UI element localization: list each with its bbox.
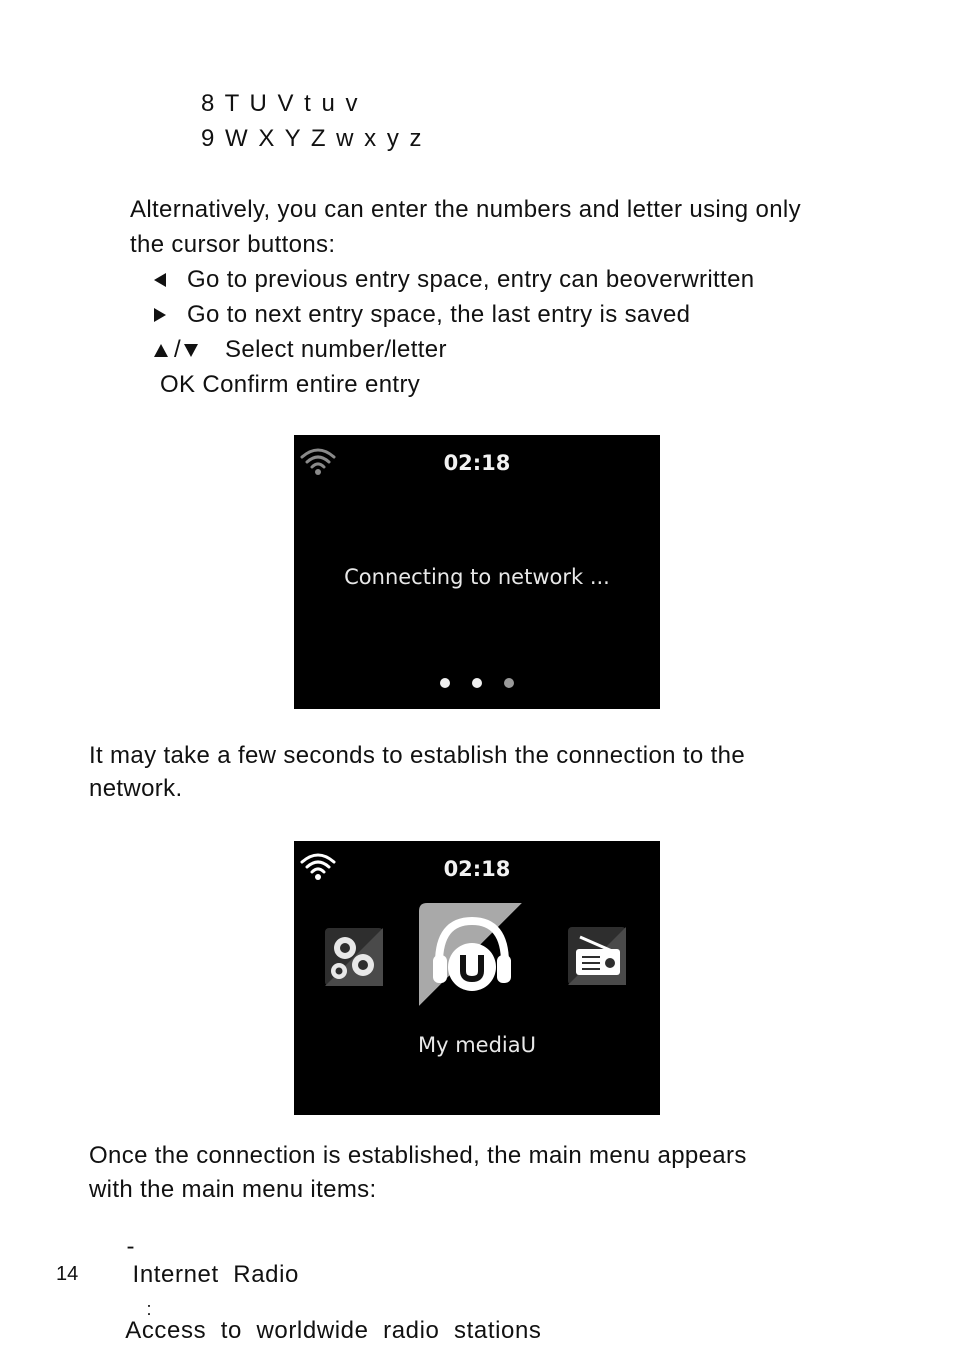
keypad-line-8: 8 T U V t u v (201, 90, 360, 117)
cursor-item-updown (154, 336, 447, 364)
cursor-right-text: Go to next entry space, the last entry is saved (187, 301, 691, 328)
progress-dot (504, 678, 514, 688)
alt-paragraph-line-2: the cursor buttons: (130, 231, 336, 258)
menu-item-separator: : (146, 1299, 153, 1319)
menu-item-description: Access to worldwide radio stations (125, 1317, 542, 1344)
menu-item-internet-radio (112, 1205, 542, 1345)
cursor-item-left (154, 266, 754, 294)
triangle-up-icon (154, 344, 168, 357)
connecting-screen (294, 435, 660, 709)
menu-paragraph-line-1: Once the connection is established, the main menu appears (89, 1142, 747, 1169)
keypad-line-9: 9 W X Y Z w x y z (201, 125, 424, 152)
radio-icon[interactable] (568, 927, 626, 985)
menu-item-name: Internet Radio (132, 1261, 299, 1288)
progress-dot (472, 678, 482, 688)
progress-dot (440, 678, 450, 688)
clock-time: 02:18 (443, 857, 511, 881)
cursor-updown-text: Select number/letter (225, 336, 447, 363)
cursor-item-right (154, 301, 690, 329)
wait-paragraph-line-1: It may take a few seconds to establish the connection to the (89, 742, 746, 769)
progress-dots (294, 678, 660, 688)
connecting-message: Connecting to network ... (344, 565, 610, 589)
settings-gears-icon[interactable] (325, 928, 383, 986)
menu-paragraph-line-2: with the main menu items: (89, 1176, 377, 1203)
menu-caption: My mediaU (417, 1033, 536, 1057)
alt-paragraph-line-1: Alternatively, you can enter the numbers and letter using only (130, 196, 801, 223)
wait-paragraph-line-2: network. (89, 775, 183, 802)
triangle-down-icon (184, 344, 198, 357)
updown-separator: / (174, 336, 182, 363)
triangle-left-icon (154, 273, 166, 287)
cursor-item-ok: OK Confirm entire entry (160, 371, 421, 398)
triangle-right-icon (154, 308, 166, 322)
mediau-headphones-icon[interactable] (419, 903, 522, 1006)
main-menu-screen (294, 841, 660, 1115)
menu-item-dash: - (126, 1233, 136, 1260)
page-number: 14 (56, 1263, 79, 1285)
cursor-left-text: Go to previous entry space, entry can beoverwritten (187, 266, 755, 293)
clock-time: 02:18 (443, 451, 511, 475)
